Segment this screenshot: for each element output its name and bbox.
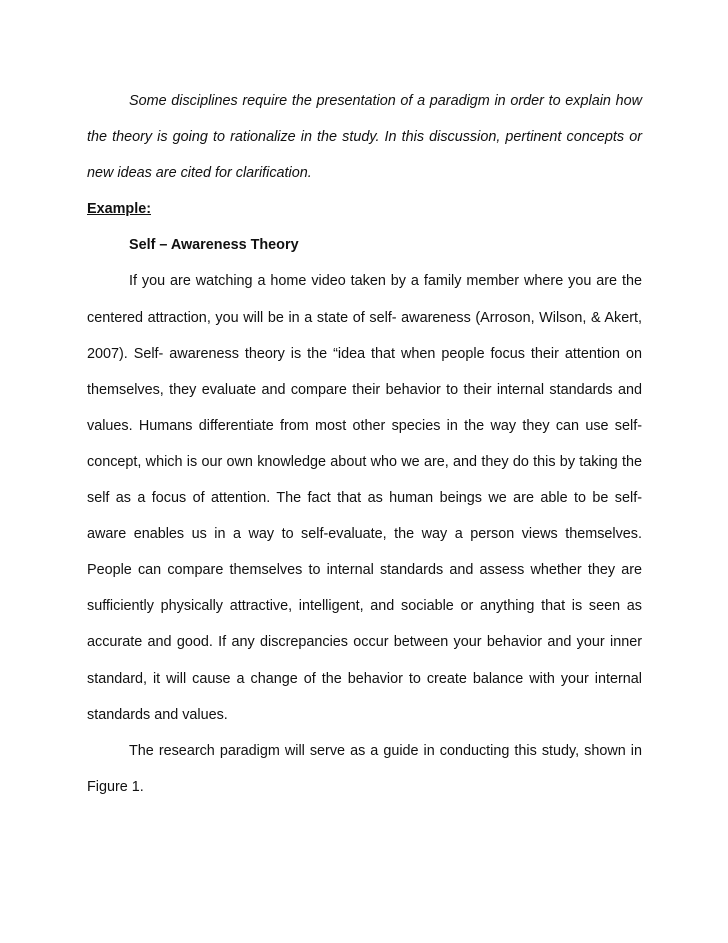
document-body bbox=[87, 83, 642, 805]
example-label: Example: bbox=[87, 201, 151, 218]
closing-paragraph: The research paradigm will serve as a guide in conducting this study, shown in Figure 1. bbox=[87, 742, 642, 795]
intro-paragraph: Some disciplines require the presentation of a paradigm in order to explain how the theory is going to rationalize in the study. In this discussion, pertinent concepts or new ideas are cited for clarification. bbox=[87, 93, 642, 182]
theory-paragraph: If you are watching a home video taken by a family member where you are the centered attraction, you will be in a state of self- awareness (Arroson, Wilson, & Akert, 2007). Self- awareness theory is the “idea that when people focus their attention on themselves, they evaluate and compare their behavior to their internal standards and values. Humans differentiate from most other species in the way they can use self-concept, which is our own knowledge about who we are, and they do this by taking the self as a focus of attention. The fact that as human beings we are able to be self- aware enables us in a way to self-evaluate, the way a person views themselves. People can compare themselves to internal standards and assess whether they are sufficiently physically attractive, intelligent, and sociable or anything that is seen as accurate and good. If any discrepancies occur between your behavior and your inner standard, it will cause a change of the behavior to create balance with your internal standards and values. bbox=[87, 273, 642, 723]
theory-heading: Self – Awareness Theory bbox=[129, 237, 299, 254]
